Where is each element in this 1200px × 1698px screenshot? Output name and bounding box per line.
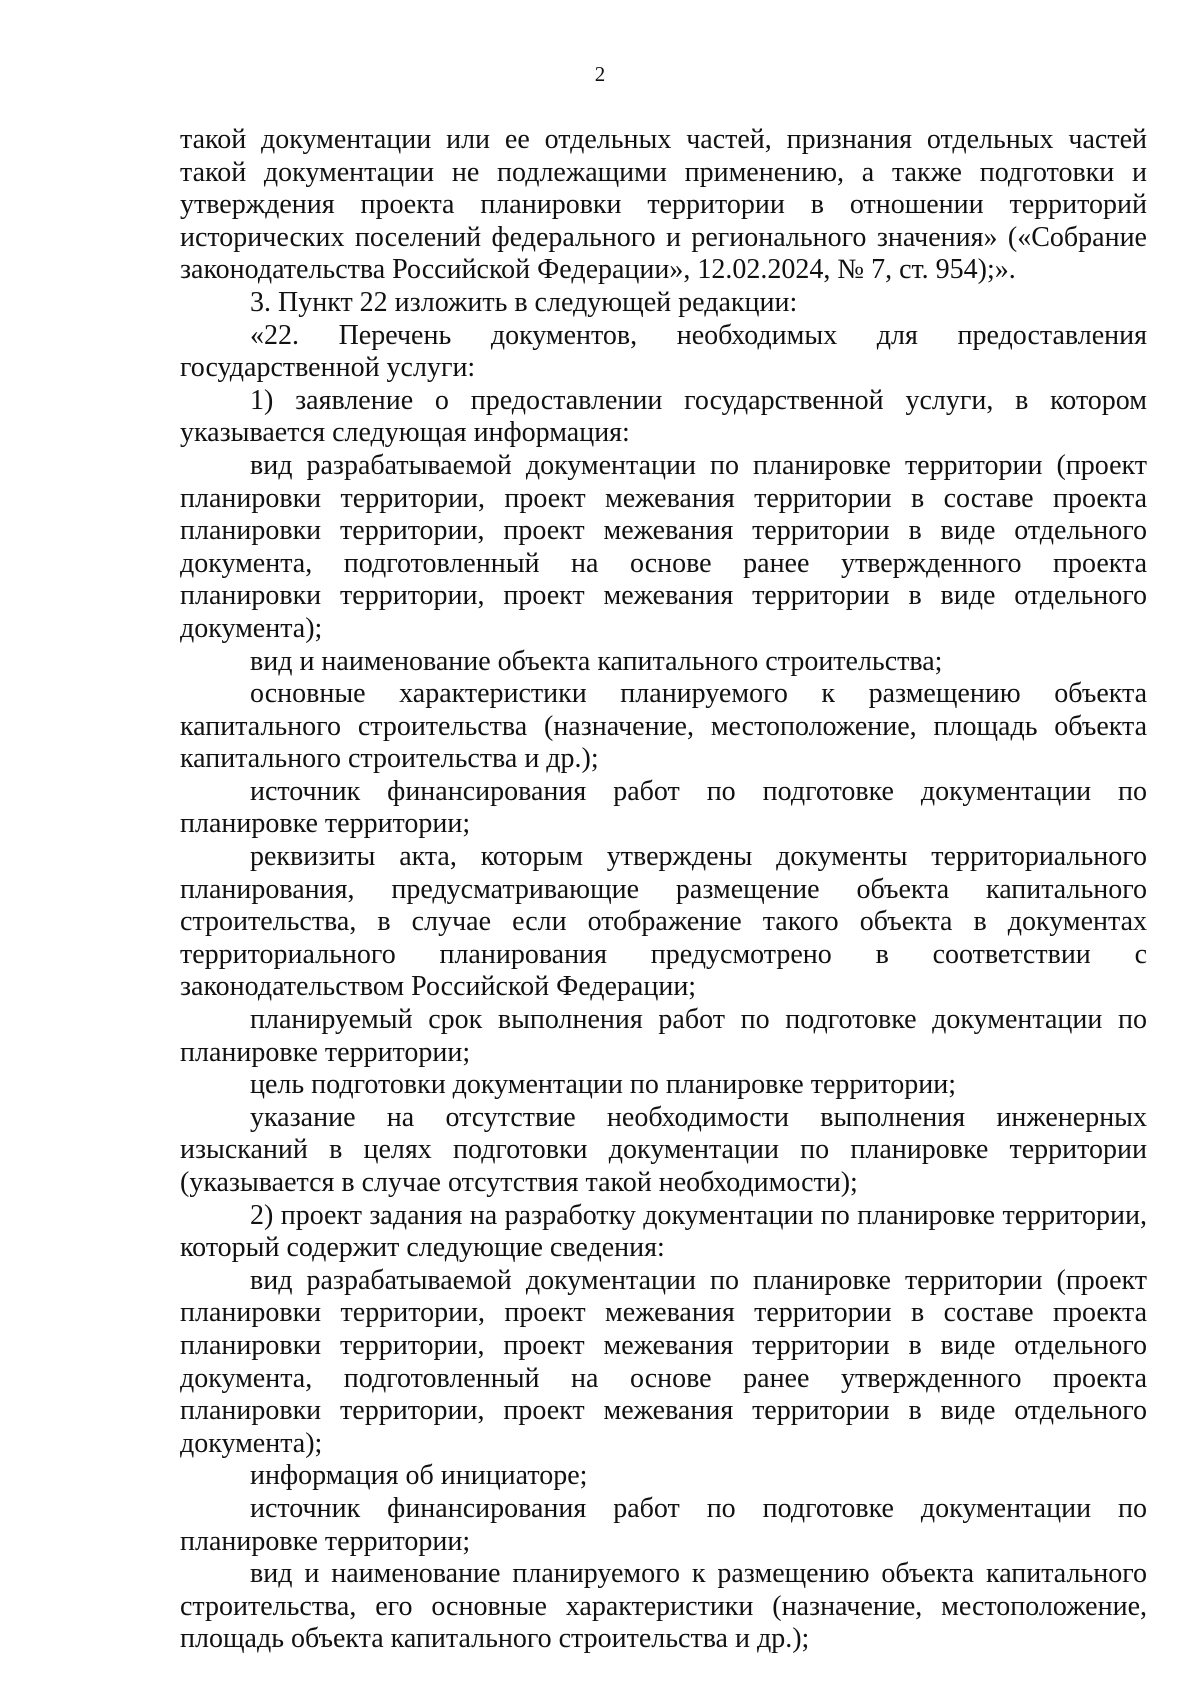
paragraph: 3. Пункт 22 изложить в следующей редакции: xyxy=(250,286,798,318)
paragraph: планируемый срок выполнения работ по подготовке документации по планировке территории; xyxy=(180,1004,1147,1068)
paragraph: основные характеристики планируемого к размещению объекта капитального строительства (назначение, местоположение, площадь объекта капитального строительства и др.); xyxy=(180,678,1147,775)
document-body xyxy=(180,124,1147,1656)
paragraph: вид разрабатываемой документации по планировке территории (проект планировки территории, проект межевания территории в составе проекта планировки территории, проект межевания территории в виде отдельного документа, подготовленный на основе ранее утвержденного проекта планировки территории, проект межевания территории в виде отдельного документа); xyxy=(180,449,1147,644)
paragraph: вид разрабатываемой документации по планировке территории (проект планировки территории, проект межевания территории в составе проекта планировки территории, проект межевания территории в виде отдельного документа, подготовленный на основе ранее утвержденного проекта планировки территории, проект межевания территории в виде отдельного документа); xyxy=(180,1264,1147,1459)
paragraph: реквизиты акта, которым утверждены документы территориального планирования, предусматривающие размещение объекта капитального строительства, в случае если отображение такого объекта в документах территориального планирования предусмотрено в соответствии с законодательством Российской Федерации; xyxy=(180,841,1147,1003)
paragraph: «22. Перечень документов, необходимых для предоставления государственной услуги: xyxy=(180,319,1147,384)
paragraph: 2) проект задания на разработку документации по планировке территории, который содержит следующие сведения: xyxy=(180,1199,1147,1264)
paragraph: вид и наименование объекта капитального строительства; xyxy=(250,645,943,677)
paragraph: информация об инициаторе; xyxy=(250,1460,588,1492)
paragraph: 1) заявление о предоставлении государственной услуги, в котором указывается следующая информация: xyxy=(180,384,1147,449)
paragraph: такой документации или ее отдельных частей, признания отдельных частей такой документации не подлежащими применению, а также подготовки и утверждения проекта планировки территории в отношении территорий исторических поселений федерального и регионального значения» («Собрание законодательства Российской Федерации», 12.02.2024, № 7, ст. 954);». xyxy=(180,124,1147,286)
paragraph: вид и наименование планируемого к размещению объекта капитального строительства, его основные характеристики (назначение, местоположение, площадь объекта капитального строительства и др.); xyxy=(180,1558,1147,1655)
paragraph: цель подготовки документации по планировке территории; xyxy=(250,1069,957,1101)
paragraph: источник финансирования работ по подготовке документации по планировке территории; xyxy=(180,775,1147,840)
paragraph: указание на отсутствие необходимости выполнения инженерных изысканий в целях подготовки документации по планировке территории (указывается в случае отсутствия такой необходимости); xyxy=(180,1101,1147,1198)
paragraph: источник финансирования работ по подготовке документации по планировке территории; xyxy=(180,1492,1147,1557)
page-number: 2 xyxy=(594,62,606,86)
